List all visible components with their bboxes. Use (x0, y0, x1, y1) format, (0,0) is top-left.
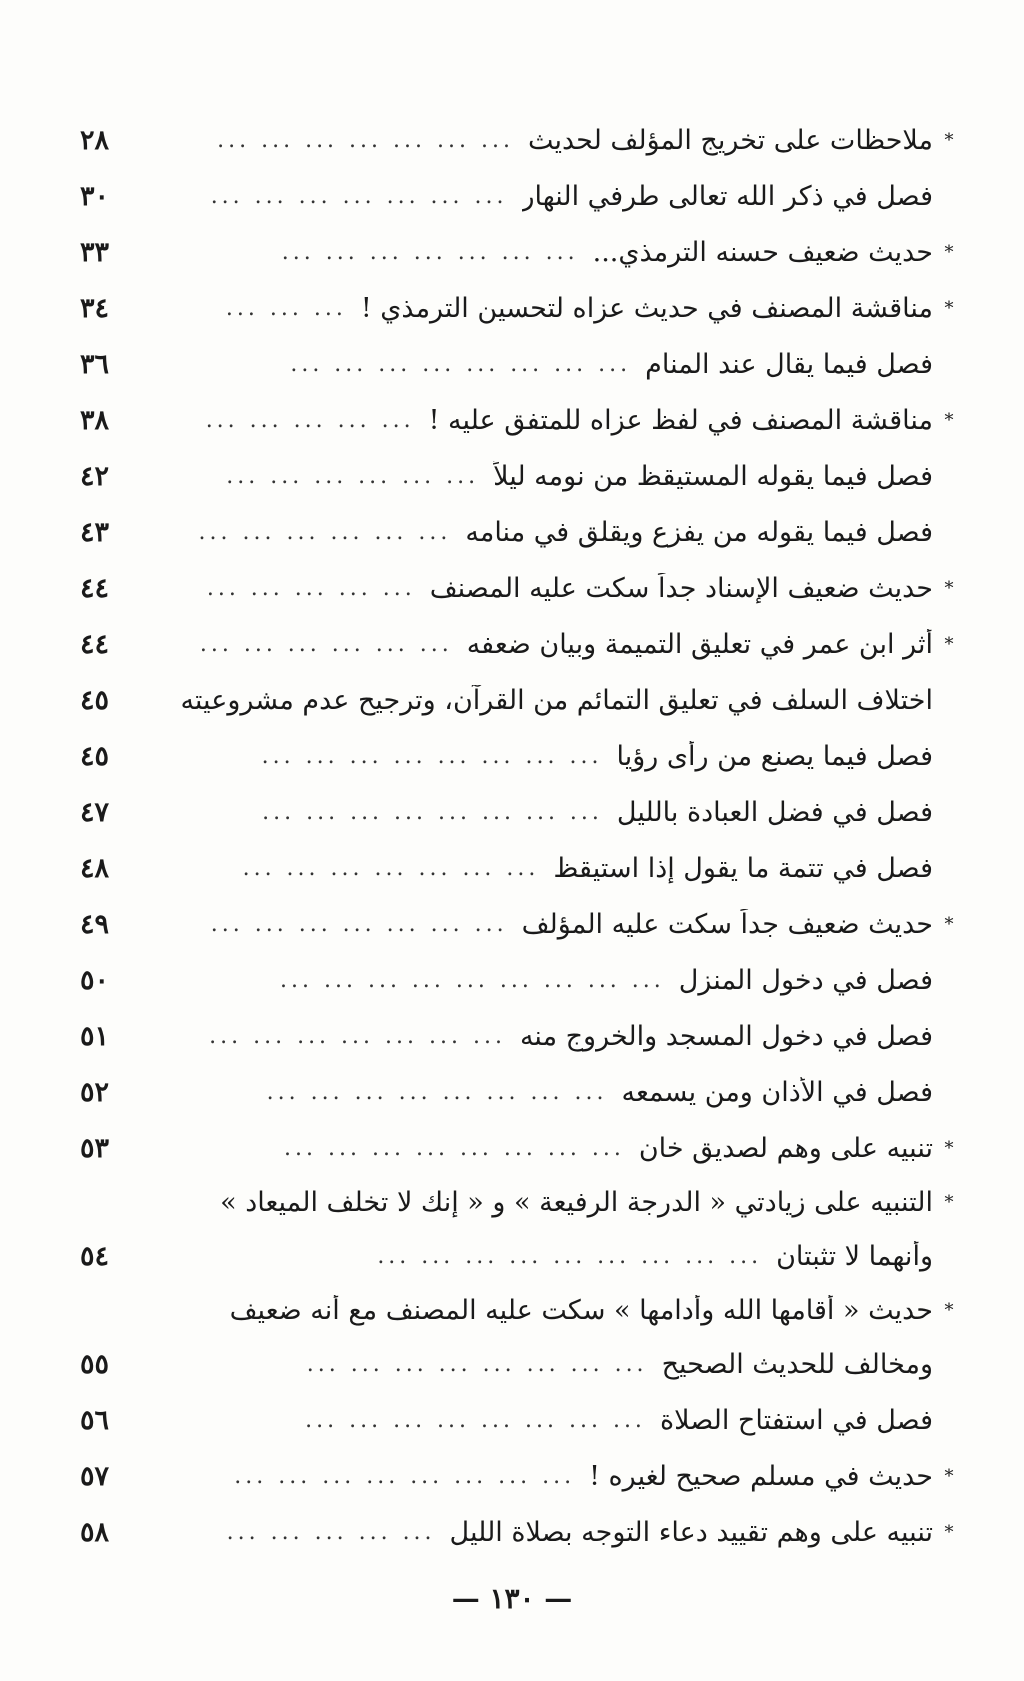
toc-page-number: ٣٤ (80, 292, 110, 324)
toc-entry-title: التنبيه على زيادتي « الدرجة الرفيعة » و « إنك لا تخلف الميعاد » (220, 1186, 933, 1218)
dot-leader: ... ... ... ... ... ... ... ... (261, 743, 603, 769)
toc-entry (80, 952, 965, 1008)
bullet-marker: * (944, 409, 954, 431)
dot-leader: ... ... ... ... ... (205, 407, 415, 433)
toc-entry-title: فصل في الأذان ومن يسمعه (621, 1076, 933, 1108)
toc-entry (80, 448, 965, 504)
page-number-footer: — ١٣٠ — (451, 1582, 573, 1615)
bullet-marker: * (944, 577, 954, 599)
bullet-marker: * (944, 1191, 954, 1213)
dot-leader: ... ... ... ... ... ... ... ... (266, 1079, 608, 1105)
toc-entry (80, 1120, 965, 1176)
toc-entry-title: وأنهما لا تثبتان (776, 1240, 933, 1272)
dot-leader: ... ... ... ... ... (206, 575, 416, 601)
dot-leader: ... ... ... ... ... ... ... ... (234, 1463, 576, 1489)
toc-entry-title: حديث ضعيف الإسناد جداً سكت عليه المصنف (429, 572, 933, 604)
toc-entry-title: فصل في دخول المسجد والخروج منه (519, 1020, 933, 1052)
toc-page-number: ٥١ (80, 1020, 110, 1052)
toc-entry-title: فصل في تتمة ما يقول إذا استيقظ (553, 852, 933, 884)
toc-page-number: ٣٣ (80, 236, 110, 268)
dot-leader: ... ... ... ... ... ... (199, 631, 453, 657)
toc-entry (80, 1284, 965, 1336)
toc-entry-title: حديث ضعيف جداً سكت عليه المؤلف (521, 908, 933, 940)
toc-page-number: ٤٤ (80, 628, 110, 660)
dot-leader: ... ... ... ... ... ... ... ... (262, 799, 603, 825)
bullet-marker: * (944, 633, 954, 655)
toc-entry (80, 784, 965, 840)
toc-entry (80, 168, 965, 224)
bullet-marker: * (944, 1137, 954, 1159)
toc-entry (80, 896, 965, 952)
toc-entry (80, 1008, 965, 1064)
toc-entry-title: فصل في استفتاح الصلاة (659, 1404, 933, 1436)
toc-entry (80, 1504, 965, 1560)
toc-entry (80, 504, 965, 560)
toc-page-number: ٣٦ (80, 348, 110, 380)
toc-entry (80, 1392, 965, 1448)
dot-leader: ... ... ... ... ... ... (198, 519, 452, 545)
toc-page-number: ٣٠ (80, 180, 110, 212)
toc-page-number: ٤٥ (80, 684, 110, 716)
toc-entry-title: حديث « أقامها الله وأدامها » سكت عليه المصنف مع أنه ضعيف (229, 1294, 933, 1326)
toc-page-number: ٤٢ (80, 460, 110, 492)
toc-entry (80, 1176, 965, 1228)
bullet-marker: * (944, 913, 954, 935)
toc-entry (80, 392, 965, 448)
toc-page-number: ٤٣ (80, 516, 110, 548)
toc-entry-title: تنبيه على وهم لصديق خان (638, 1132, 933, 1164)
bullet-marker: * (944, 1465, 954, 1487)
dot-leader: ... ... ... ... ... ... ... ... (306, 1351, 648, 1377)
dot-leader: ... ... ... ... ... ... ... (209, 1023, 506, 1049)
toc-page-number: ٥٢ (80, 1076, 110, 1108)
dot-leader: ... ... ... ... ... ... ... ... ... (377, 1243, 763, 1269)
bullet-marker: * (944, 1521, 954, 1543)
toc-entry-title: مناقشة المصنف في لفظ عزاه للمتفق عليه ! (428, 404, 933, 436)
toc-entry-title: ومخالف للحديث الصحيح (661, 1348, 933, 1380)
toc-entry (80, 728, 965, 784)
bullet-marker: * (944, 129, 954, 151)
table-of-contents (80, 112, 965, 1560)
toc-page-number: ٥٥ (80, 1348, 110, 1380)
toc-entry-title: حديث في مسلم صحيح لغيره ! (589, 1460, 933, 1492)
dot-leader: ... ... ... ... ... ... ... ... (284, 1135, 625, 1161)
toc-entry (80, 112, 965, 168)
toc-entry-title: فصل فيما يقوله المستيقظ من نومه ليلاً (493, 460, 933, 492)
dot-leader: ... ... ... (225, 295, 347, 321)
toc-page-number: ٣٨ (80, 404, 110, 436)
toc-entry (80, 280, 965, 336)
dot-leader: ... ... ... ... ... ... ... (281, 239, 579, 265)
bullet-marker: * (944, 241, 954, 263)
toc-entry-title: ملاحظات على تخريج المؤلف لحديث (527, 124, 933, 156)
toc-entry (80, 1228, 965, 1284)
toc-entry-title: فصل في فضل العبادة بالليل (616, 796, 933, 828)
toc-entry (80, 616, 965, 672)
toc-page-number: ٥٧ (80, 1460, 110, 1492)
toc-page-number: ٤٨ (80, 852, 110, 884)
toc-page-number: ٤٩ (80, 908, 110, 940)
toc-page-number: ٤٧ (80, 796, 110, 828)
toc-entry (80, 672, 965, 728)
toc-entry-title: فصل فيما يقوله من يفزع ويقلق في منامه (465, 516, 933, 548)
toc-entry (80, 840, 965, 896)
dot-leader: ... ... ... ... ... ... (226, 463, 480, 489)
toc-entry (80, 224, 965, 280)
toc-page-number: ٤٥ (80, 740, 110, 772)
toc-entry (80, 560, 965, 616)
toc-entry (80, 1448, 965, 1504)
toc-entry (80, 1064, 965, 1120)
toc-page-number: ٥٠ (80, 964, 110, 996)
toc-page-number: ٤٤ (80, 572, 110, 604)
toc-entry (80, 1336, 965, 1392)
toc-entry-title: فصل في دخول المنزل (678, 964, 933, 996)
toc-page-number: ٢٨ (80, 124, 110, 156)
bullet-marker: * (944, 1299, 954, 1321)
toc-entry-title: تنبيه على وهم تقييد دعاء التوجه بصلاة الليل (449, 1516, 933, 1548)
dot-leader: ... ... ... ... ... ... ... ... (290, 351, 632, 377)
toc-page-number: ٥٣ (80, 1132, 110, 1164)
toc-page-number: ٥٤ (80, 1240, 110, 1272)
toc-entry-title: مناقشة المصنف في حديث عزاه لتحسين الترمذي ! (360, 292, 933, 324)
toc-entry-title: أثر ابن عمر في تعليق التميمة وبيان ضعفه (466, 628, 933, 660)
toc-entry-title: حديث ضعيف حسنه الترمذي... (592, 236, 933, 268)
dot-leader: ... ... ... ... ... ... ... (242, 855, 540, 881)
toc-page-number: ٥٦ (80, 1404, 110, 1436)
toc-entry-title: فصل فيما يقال عند المنام (645, 348, 933, 380)
toc-page-number: ٥٨ (80, 1516, 110, 1548)
toc-entry-title: فصل في ذكر الله تعالى طرفي النهار (521, 180, 933, 212)
dot-leader: ... ... ... ... ... ... ... (210, 183, 508, 209)
dot-leader: ... ... ... ... ... ... ... ... (305, 1407, 646, 1433)
dot-leader: ... ... ... ... ... ... ... (217, 127, 514, 153)
dot-leader: ... ... ... ... ... ... ... (210, 911, 508, 937)
toc-entry-title: اختلاف السلف في تعليق التمائم من القرآن، وترجيح عدم مشروعيته (180, 684, 933, 716)
dot-leader: ... ... ... ... ... ... ... ... ... (280, 967, 665, 993)
dot-leader: ... ... ... ... ... (226, 1519, 436, 1545)
toc-entry-title: فصل فيما يصنع من رأى رؤيا (616, 740, 933, 772)
toc-entry (80, 336, 965, 392)
bullet-marker: * (944, 297, 954, 319)
